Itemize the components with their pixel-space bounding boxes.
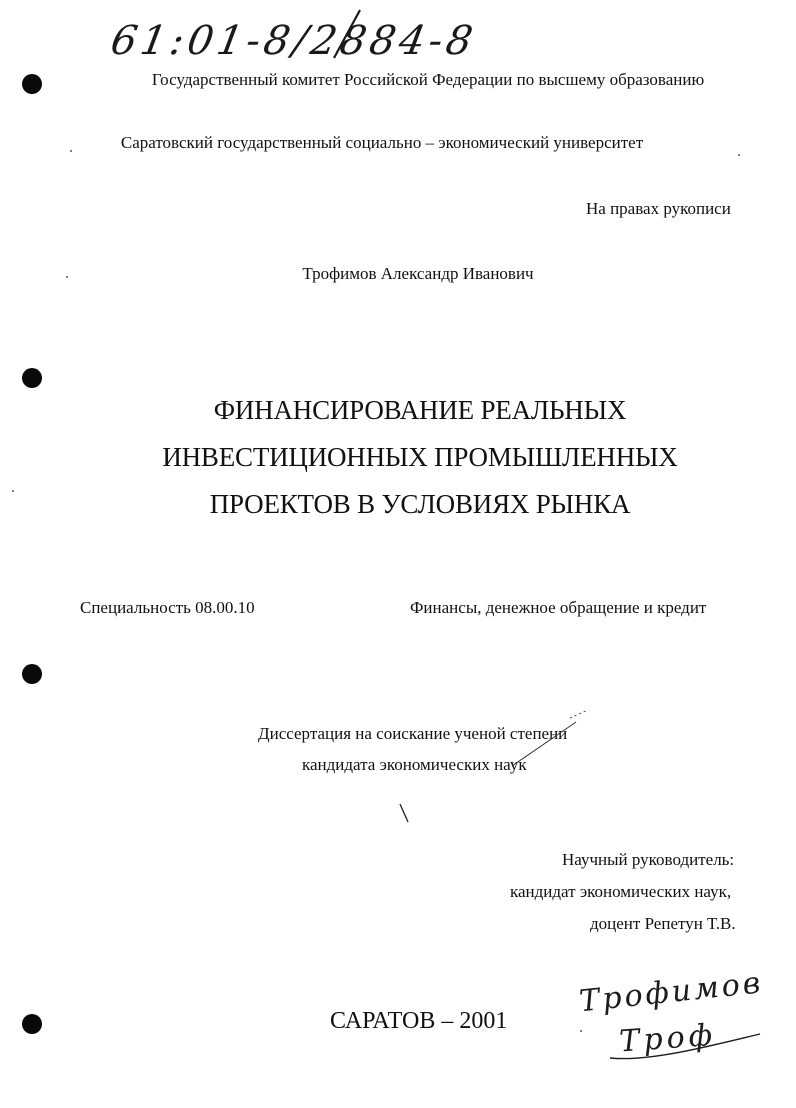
author-name: Трофимов Александр Иванович <box>302 264 534 283</box>
signature <box>570 962 780 1072</box>
binder-hole <box>22 664 42 684</box>
degree-line-1: Диссертация на соискание ученой степени <box>258 724 568 743</box>
speciality-name: Финансы, денежное обращение и кредит <box>410 598 707 617</box>
supervisor-line-2: кандидат экономических наук, <box>510 882 732 901</box>
archive-number-text: 61:01-8/2884-8 <box>112 17 481 64</box>
signature-line-1: Трофимов <box>577 965 765 1020</box>
title-line-3: ПРОЕКТОВ В УСЛОВИЯХ РЫНКА <box>209 489 631 519</box>
pen-marks <box>500 700 600 800</box>
supervisor-line-3: доцент Репетун Т.В. <box>590 914 736 933</box>
title-line-2: ИНВЕСТИЦИОННЫХ ПРОМЫШЛЕННЫХ <box>162 442 678 472</box>
archive-number-handwritten <box>112 4 512 69</box>
title-line-1: ФИНАНСИРОВАНИЕ РЕАЛЬНЫХ <box>213 395 627 425</box>
pen-stroke <box>512 722 576 766</box>
binder-hole <box>22 1014 42 1034</box>
university-line: Саратовский государственный социально – экономический университет <box>120 133 644 152</box>
pen-tick <box>396 800 416 830</box>
speciality-code: Специальность 08.00.10 <box>80 598 255 617</box>
signature-line-2: Троф <box>618 1017 718 1060</box>
scan-speck <box>738 154 740 156</box>
committee-line: Государственный комитет Российской Федерации по высшему образованию <box>151 70 705 89</box>
pen-stroke <box>570 710 588 718</box>
degree-line-2: кандидата экономических наук <box>302 755 527 774</box>
supervisor-line-1: Научный руководитель: <box>562 850 735 869</box>
archive-number-ink <box>112 4 512 64</box>
pen-stroke <box>400 804 408 822</box>
manuscript-rights: На правах рукописи <box>586 199 731 218</box>
city-year: САРАТОВ – 2001 <box>330 1008 508 1034</box>
binder-hole <box>22 368 42 388</box>
